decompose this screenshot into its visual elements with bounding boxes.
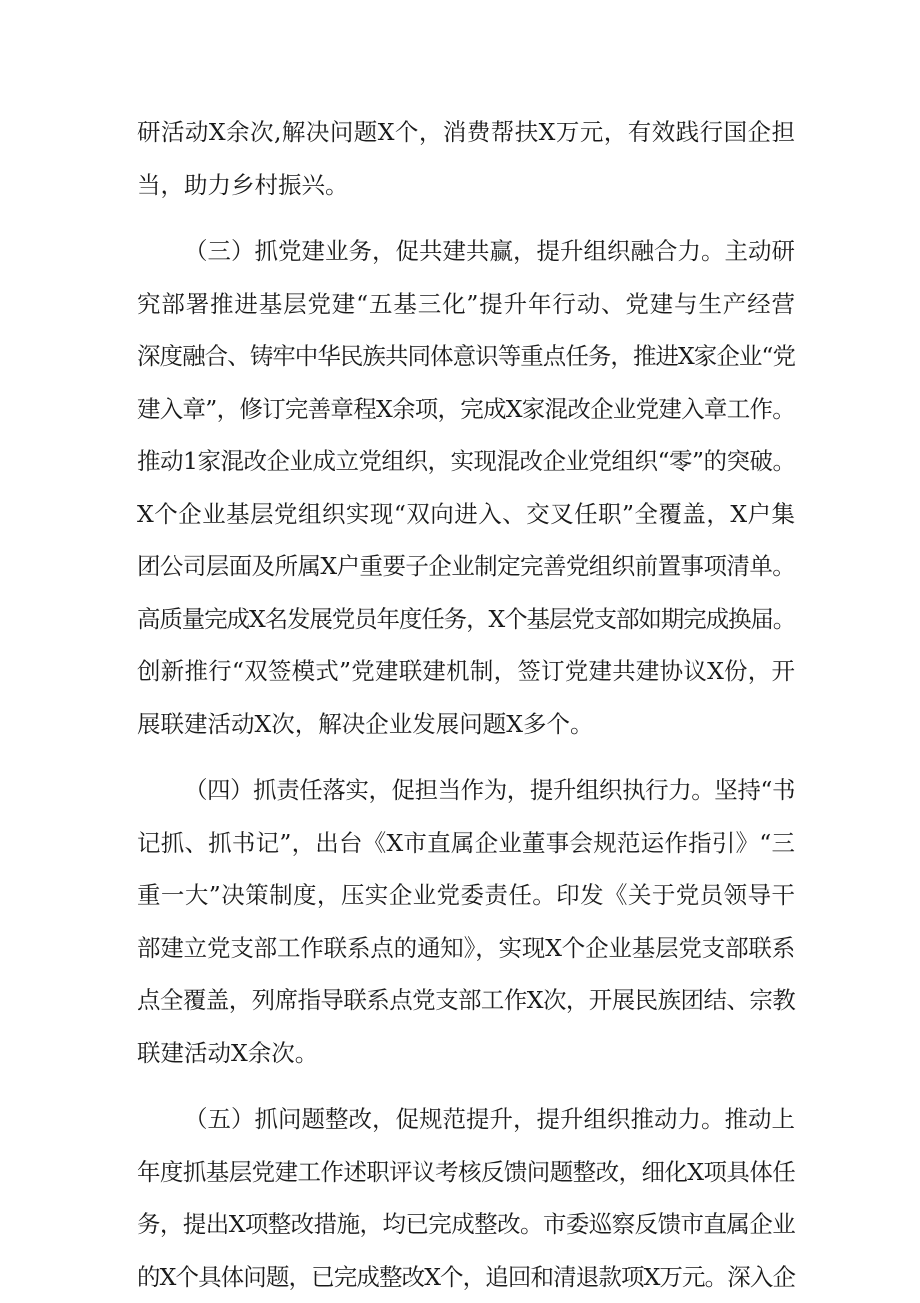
text-line: 究部署推进基层党建“五基三化”提升年行动、党建与生产经营 — [137, 278, 795, 331]
text-line: 当，助力乡村振兴。 — [137, 159, 795, 212]
text-line: 记抓、抓书记”，出台《X市直属企业董事会规范运作指引》“三 — [137, 817, 795, 870]
paragraph-section-4 — [137, 764, 795, 1079]
text-line: （五）抓问题整改，促规范提升，提升组织推动力。推动上 — [137, 1093, 795, 1146]
text-line: 推动1家混改企业成立党组织，实现混改企业党组织“零”的突破。 — [137, 435, 795, 488]
text-line: 年度抓基层党建工作述职评议考核反馈问题整改，细化X项具体任 — [137, 1146, 795, 1199]
document-body — [137, 106, 795, 1303]
text-line: 深度融合、铸牢中华民族共同体意识等重点任务，推进X家企业“党 — [137, 330, 795, 383]
text-line: 的X个具体问题，已完成整改X个，追回和清退款项X万元。深入企 — [137, 1251, 795, 1303]
text-line: 务，提出X项整改措施，均已完成整改。市委巡察反馈市直属企业 — [137, 1198, 795, 1251]
paragraph-continuation — [137, 106, 795, 211]
text-line: 重一大”决策制度，压实企业党委责任。印发《关于党员领导干 — [137, 869, 795, 922]
text-line: 点全覆盖，列席指导联系点党支部工作X次，开展民族团结、宗教 — [137, 974, 795, 1027]
paragraph-section-5 — [137, 1093, 795, 1303]
text-line: 团公司层面及所属X户重要子企业制定完善党组织前置事项清单。 — [137, 540, 795, 593]
text-line: 展联建活动X次，解决企业发展问题X多个。 — [137, 698, 795, 751]
text-line: 联建活动X余次。 — [137, 1027, 795, 1080]
text-line: 建入章”，修订完善章程X余项，完成X家混改企业党建入章工作。 — [137, 383, 795, 436]
text-line: 部建立党支部工作联系点的通知》，实现X个企业基层党支部联系 — [137, 922, 795, 975]
paragraph-spacer — [137, 1079, 795, 1093]
text-line: （四）抓责任落实，促担当作为，提升组织执行力。坚持“书 — [137, 764, 795, 817]
text-line: （三）抓党建业务，促共建共赢，提升组织融合力。主动研 — [137, 225, 795, 278]
text-line: X个企业基层党组织实现“双向进入、交叉任职”全覆盖，X户集 — [137, 488, 795, 541]
paragraph-spacer — [137, 211, 795, 225]
text-line: 高质量完成X名发展党员年度任务，X个基层党支部如期完成换届。 — [137, 593, 795, 646]
paragraph-section-3 — [137, 225, 795, 750]
text-line: 创新推行“双签模式”党建联建机制，签订党建共建协议X份，开 — [137, 645, 795, 698]
paragraph-spacer — [137, 750, 795, 764]
text-line: 研活动X余次,解决问题X个，消费帮扶X万元，有效践行国企担 — [137, 106, 795, 159]
